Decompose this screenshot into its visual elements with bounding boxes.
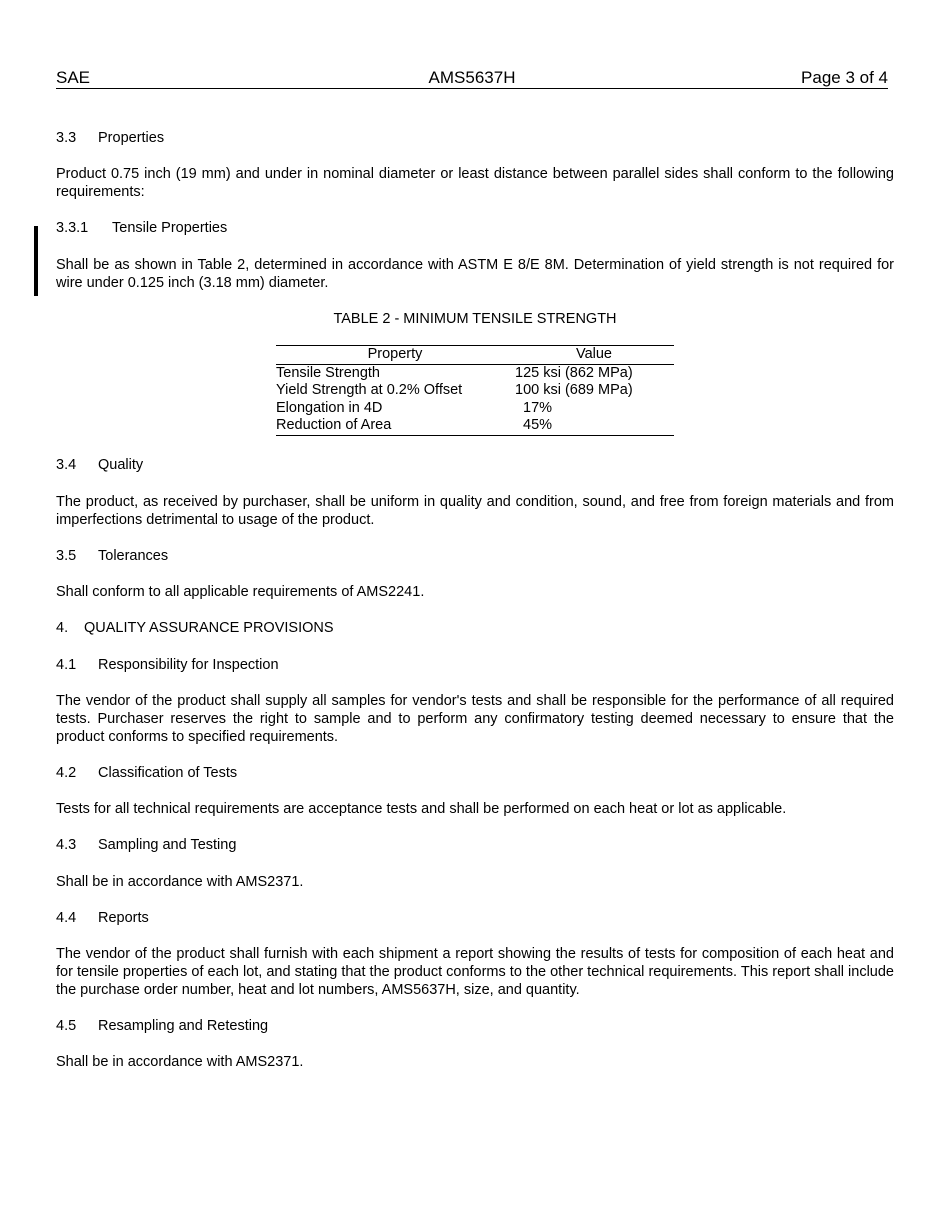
section-text-4-2: Tests for all technical requirements are acceptance tests and shall be performed on each heat or lot as applicable. — [56, 801, 787, 817]
section-title: Quality — [98, 457, 144, 473]
section-text-4-1: The vendor of the product shall supply all samples for vendor's tests and shall be responsible for the performance of all required tests. Purchaser reserves the right to sample and to perform any confirmatory testing deemed necessary to ensure that the product conforms to specified requirements. — [56, 693, 894, 745]
table-caption: TABLE 2 - MINIMUM TENSILE STRENGTH — [333, 311, 617, 327]
section-heading-4-1 — [56, 656, 894, 674]
section-title: Sampling and Testing — [98, 837, 237, 853]
table-cell-value: 45% — [515, 417, 553, 433]
header-document-id: AMS5637H — [428, 68, 516, 87]
revision-change-bar — [34, 226, 38, 296]
section-heading-3-4 — [56, 456, 894, 474]
section-heading-3-3-1 — [56, 219, 894, 237]
section-title: Resampling and Retesting — [98, 1018, 269, 1034]
table-cell-value: 100 ksi (689 MPa) — [515, 382, 633, 398]
table-cell-property: Yield Strength at 0.2% Offset — [276, 382, 463, 398]
table-cell-property: Tensile Strength — [276, 364, 380, 381]
header-page-number: Page 3 of 4 — [801, 68, 888, 87]
section-title: Tensile Properties — [112, 220, 228, 236]
section-number: 4.5 — [56, 1018, 77, 1034]
section-heading-4 — [56, 619, 894, 637]
header-organization: SAE — [56, 68, 91, 87]
section-text-3-4: The product, as received by purchaser, shall be uniform in quality and condition, sound, and free from foreign materials and from imperfections detrimental to usage of the product. — [56, 494, 894, 528]
section-number: 3.3.1 — [56, 220, 89, 236]
section-title: Classification of Tests — [98, 765, 238, 781]
column-header-value: Value — [514, 346, 674, 365]
page-header — [56, 68, 888, 89]
table-header-row — [276, 346, 674, 365]
section-title: Properties — [98, 130, 165, 146]
section-number: 4.3 — [56, 837, 77, 853]
section-text-3-3: Product 0.75 inch (19 mm) and under in nominal diameter or least distance between parallel sides shall conform to the following requirements: — [56, 166, 894, 200]
section-number: 4.2 — [56, 765, 77, 781]
tensile-strength-table — [276, 345, 674, 436]
section-heading-3-3 — [56, 129, 894, 147]
section-heading-4-2 — [56, 764, 894, 782]
section-heading-4-4 — [56, 909, 894, 927]
table-cell-value: 17% — [515, 399, 553, 416]
table-row — [276, 382, 674, 400]
table-cell-property: Reduction of Area — [276, 417, 392, 433]
table-row — [276, 364, 674, 382]
section-heading-3-5 — [56, 547, 894, 565]
column-header-property: Property — [276, 346, 514, 365]
section-title: QUALITY ASSURANCE PROVISIONS — [84, 620, 334, 636]
section-heading-4-3 — [56, 836, 894, 854]
table-row — [276, 417, 674, 435]
section-number: 4. — [56, 620, 69, 636]
section-number: 3.3 — [56, 130, 77, 146]
table-row — [276, 400, 674, 418]
section-number: 4.4 — [56, 910, 77, 926]
section-title: Responsibility for Inspection — [98, 657, 279, 673]
section-number: 3.5 — [56, 548, 77, 564]
section-text-4-4: The vendor of the product shall furnish with each shipment a report showing the results of tests for composition of each heat and for tensile properties of each lot, and stating that the product conforms to the other technical requirements. This report shall include the purchase order number, heat and lot numbers, AMS5637H, size, and quantity. — [56, 946, 894, 998]
section-text-3-5: Shall conform to all applicable requirements of AMS2241. — [56, 584, 425, 600]
section-text-4-3: Shall be in accordance with AMS2371. — [56, 874, 304, 890]
section-title: Reports — [98, 910, 149, 926]
section-heading-4-5 — [56, 1017, 894, 1035]
section-number: 4.1 — [56, 657, 77, 673]
section-text-3-3-1: Shall be as shown in Table 2, determined in accordance with ASTM E 8/E 8M. Determination of yield strength is not required for wire under 0.125 inch (3.18 mm) diameter. — [56, 257, 894, 291]
section-text-4-5: Shall be in accordance with AMS2371. — [56, 1054, 304, 1070]
section-title: Tolerances — [98, 548, 169, 564]
table-cell-property: Elongation in 4D — [276, 399, 383, 416]
table-cell-value: 125 ksi (862 MPa) — [515, 364, 633, 381]
section-number: 3.4 — [56, 457, 77, 473]
